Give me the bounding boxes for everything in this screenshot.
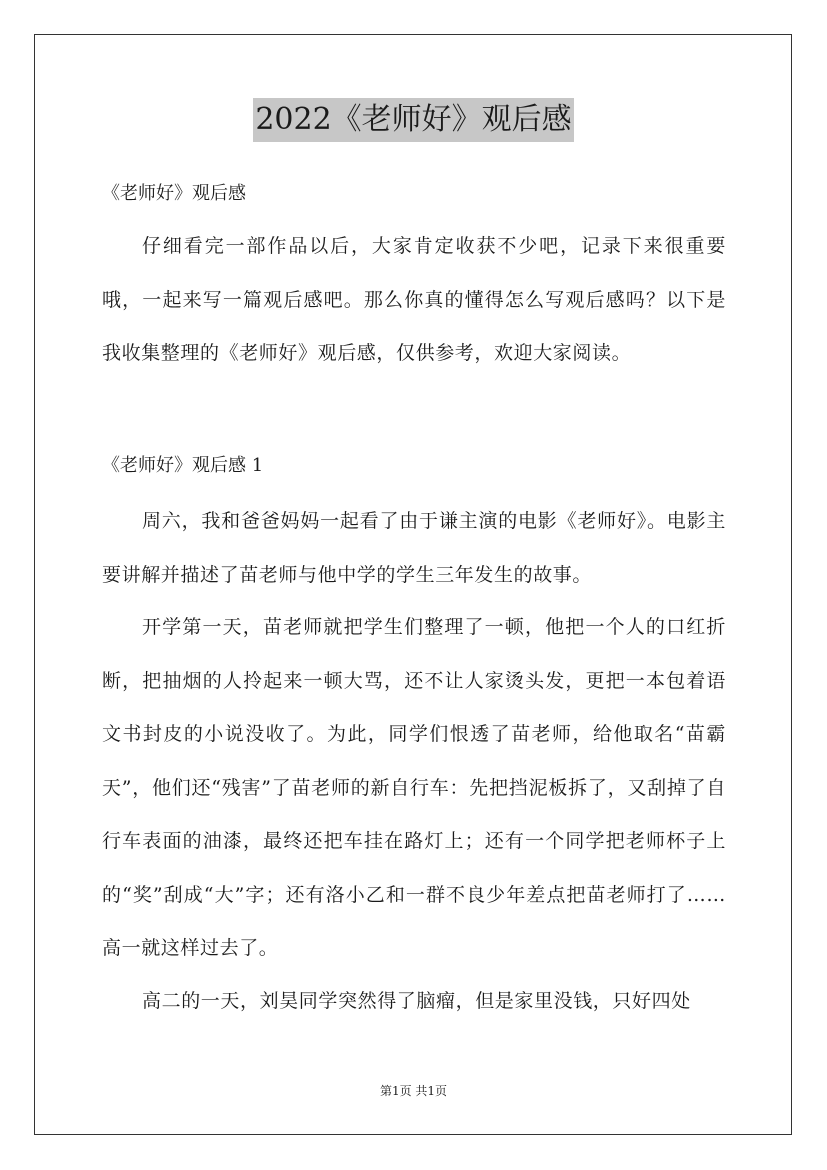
intro-paragraph: 仔细看完一部作品以后，大家肯定收获不少吧，记录下来很重要哦，一起来写一篇观后感吧。那么你真的懂得怎么写观后感吗？以下是我收集整理的《老师好》观后感，仅供参考，欢迎大家阅读。 bbox=[102, 235, 726, 364]
body-paragraph-3: 高二的一天，刘昊同学突然得了脑瘤，但是家里没钱，只好四处 bbox=[142, 990, 691, 1012]
body-paragraph-1: 周六，我和爸爸妈妈一起看了由于谦主演的电影《老师好》。电影主要讲解并描述了苗老师与他中学的学生三年发生的故事。 bbox=[102, 510, 726, 586]
section-heading: 《老师好》观后感 1 bbox=[102, 455, 264, 476]
page-footer: 第1页 共1页 bbox=[379, 1084, 448, 1098]
document-title: 2022《老师好》观后感 bbox=[253, 98, 573, 142]
document-subtitle: 《老师好》观后感 bbox=[102, 183, 246, 204]
title-container bbox=[0, 98, 827, 142]
body-paragraph-2: 开学第一天，苗老师就把学生们整理了一顿，他把一个人的口红折断，把抽烟的人拎起来一顿大骂，还不让人家烫头发，更把一本包着语文书封皮的小说没收了。为此，同学们恨透了苗老师，给他取名“苗霸天”，他们还“残害”了苗老师的新自行车：先把挡泥板拆了，又刮掉了自行车表面的油漆，最终还把车挂在路灯上；还有一个同学把老师杯子上的“奖”刮成“大”字；还有洛小乙和一群不良少年差点把苗老师打了……高一就这样过去了。 bbox=[102, 616, 726, 959]
